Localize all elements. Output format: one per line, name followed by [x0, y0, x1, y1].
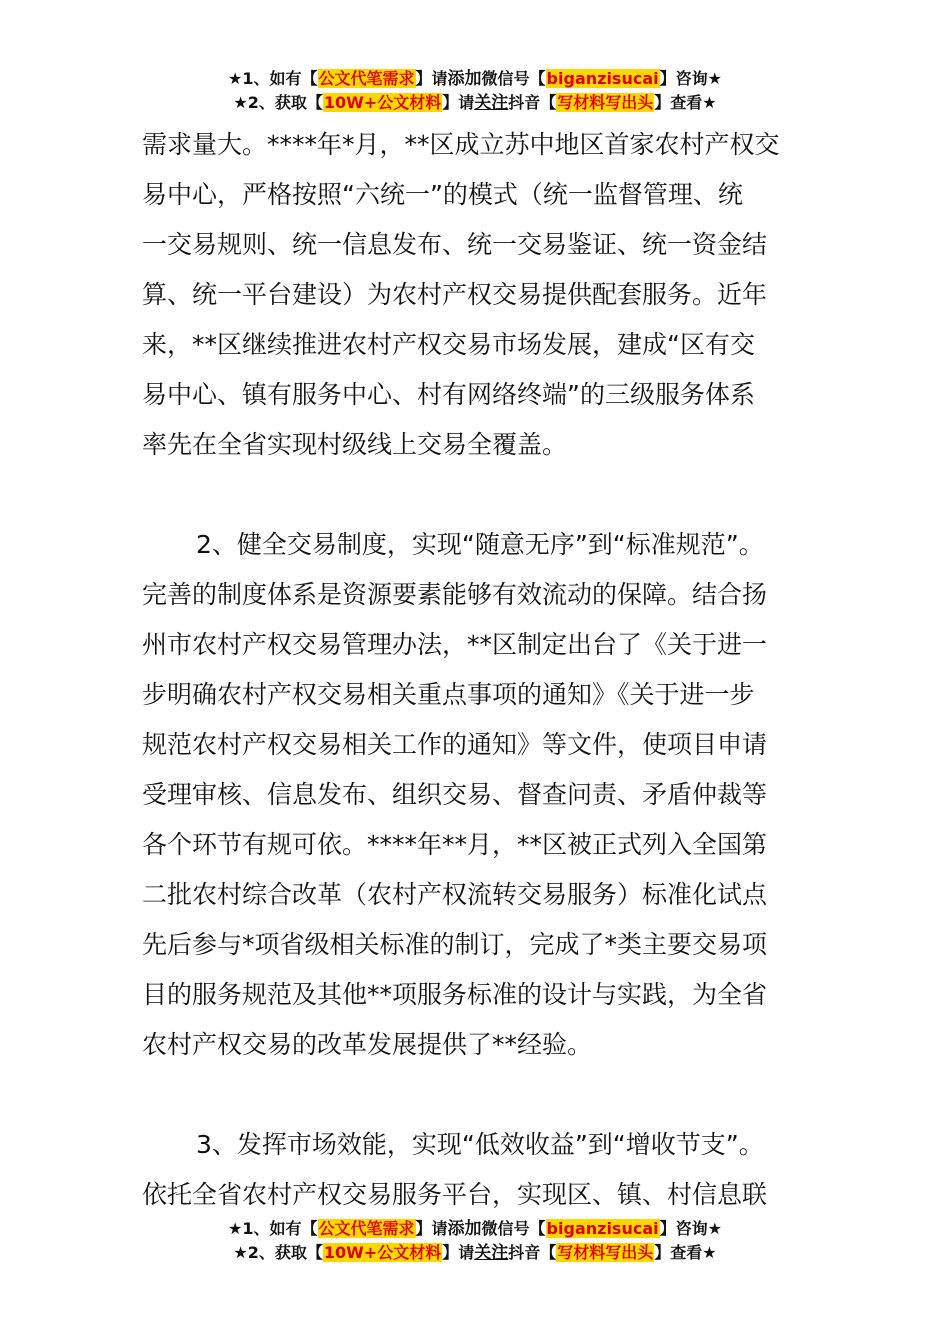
banner-text: 微信号【: [481, 1219, 546, 1238]
banner-emphasis: 添加: [447, 69, 482, 89]
text-line: 来，**区继续推进农村产权交易市场发展，建成“区有交: [142, 330, 755, 359]
text-line: 各个环节有规可依。****年**月，**区被正式列入全国第: [142, 830, 768, 859]
text-line: 率先在全省实现村级线上交易全覆盖。: [142, 430, 568, 459]
text-line: 需求量大。****年*月，**区成立苏中地区首家农村产权交: [142, 130, 780, 159]
text-line: 受理审核、信息发布、组织交易、督查问责、矛盾仲裁等: [142, 780, 768, 809]
banner-text: 】请: [442, 93, 475, 112]
text-line: 步明确农村产权交易相关重点事项的通知》《关于进一步: [142, 680, 755, 709]
banner-highlight: 10W+公文材料: [323, 1243, 442, 1262]
banner-douyin-id: 写材料写出头: [557, 1243, 654, 1262]
text-line: 依托全省农村产权交易服务平台，实现区、镇、村信息联: [142, 1180, 768, 1209]
paragraph-3: [142, 1120, 812, 1220]
banner-text: ★1、如有【: [228, 69, 318, 88]
banner-line-1: [0, 68, 950, 92]
text-line: 完善的制度体系是资源要素能够有效流动的保障。结合扬: [142, 580, 768, 609]
paragraph-2: [142, 520, 812, 1070]
text-line: 二批农村综合改革（农村产权流转交易服务）标准化试点: [142, 880, 768, 909]
banner-douyin-id: 写材料写出头: [557, 93, 654, 112]
banner-text: 】请: [442, 1243, 475, 1262]
banner-text: 】查看★: [654, 1243, 717, 1262]
text-line: 目的服务规范及其他**项服务标准的设计与实践，为全省: [142, 980, 768, 1009]
banner-emphasis: 关注: [474, 1243, 509, 1263]
banner-emphasis: 关注: [474, 93, 509, 113]
banner-text: 】请: [415, 69, 448, 88]
text-line: 算、统一平台建设）为农村产权交易提供配套服务。近年: [142, 280, 768, 309]
paragraph-1: [142, 120, 812, 470]
text-line: 先后参与*项省级相关标准的制订，完成了*类主要交易项: [142, 930, 768, 959]
banner-text: 】咨询★: [659, 1219, 722, 1238]
paragraph-spacer: [142, 470, 812, 520]
banner-text: 抖音【: [508, 93, 557, 112]
banner-text: ★1、如有【: [228, 1219, 318, 1238]
text-line: 易中心、镇有服务中心、村有网络终端”的三级服务体系: [142, 380, 755, 409]
banner-text: ★2、获取【: [233, 93, 323, 112]
banner-text: 抖音【: [508, 1243, 557, 1262]
banner-highlight: 公文代笔需求: [318, 69, 415, 88]
text-line: 农村产权交易的改革发展提供了**经验。: [142, 1030, 593, 1059]
banner-text: 】请: [415, 1219, 448, 1238]
text-line: 规范农村产权交易相关工作的通知》等文件，使项目申请: [142, 730, 768, 759]
banner-line-2: [0, 1242, 950, 1266]
banner-highlight: 公文代笔需求: [318, 1219, 415, 1238]
text-line: 州市农村产权交易管理办法，**区制定出台了《关于进一: [142, 630, 768, 659]
banner-wechat-id: biganzisucai: [546, 1219, 659, 1238]
banner-text: 微信号【: [481, 69, 546, 88]
banner-highlight: 10W+公文材料: [323, 93, 442, 112]
document-body: [142, 120, 812, 1220]
section-heading-2: 2、健全交易制度，实现“随意无序”到“标准规范”。: [196, 530, 764, 559]
section-heading-3: 3、发挥市场效能，实现“低效收益”到“增收节支”。: [196, 1130, 764, 1159]
banner-line-2: [0, 92, 950, 116]
banner-text: ★2、获取【: [233, 1243, 323, 1262]
footer-banner: [0, 1218, 950, 1266]
paragraph-spacer: [142, 1070, 812, 1120]
banner-text: 】查看★: [654, 93, 717, 112]
banner-line-1: [0, 1218, 950, 1242]
banner-wechat-id: biganzisucai: [546, 69, 659, 88]
header-banner: [0, 68, 950, 116]
text-line: 易中心，严格按照“六统一”的模式（统一监督管理、统: [142, 180, 743, 209]
text-line: 一交易规则、统一信息发布、统一交易鉴证、统一资金结: [142, 230, 768, 259]
banner-text: 】咨询★: [659, 69, 722, 88]
banner-emphasis: 添加: [447, 1219, 482, 1239]
